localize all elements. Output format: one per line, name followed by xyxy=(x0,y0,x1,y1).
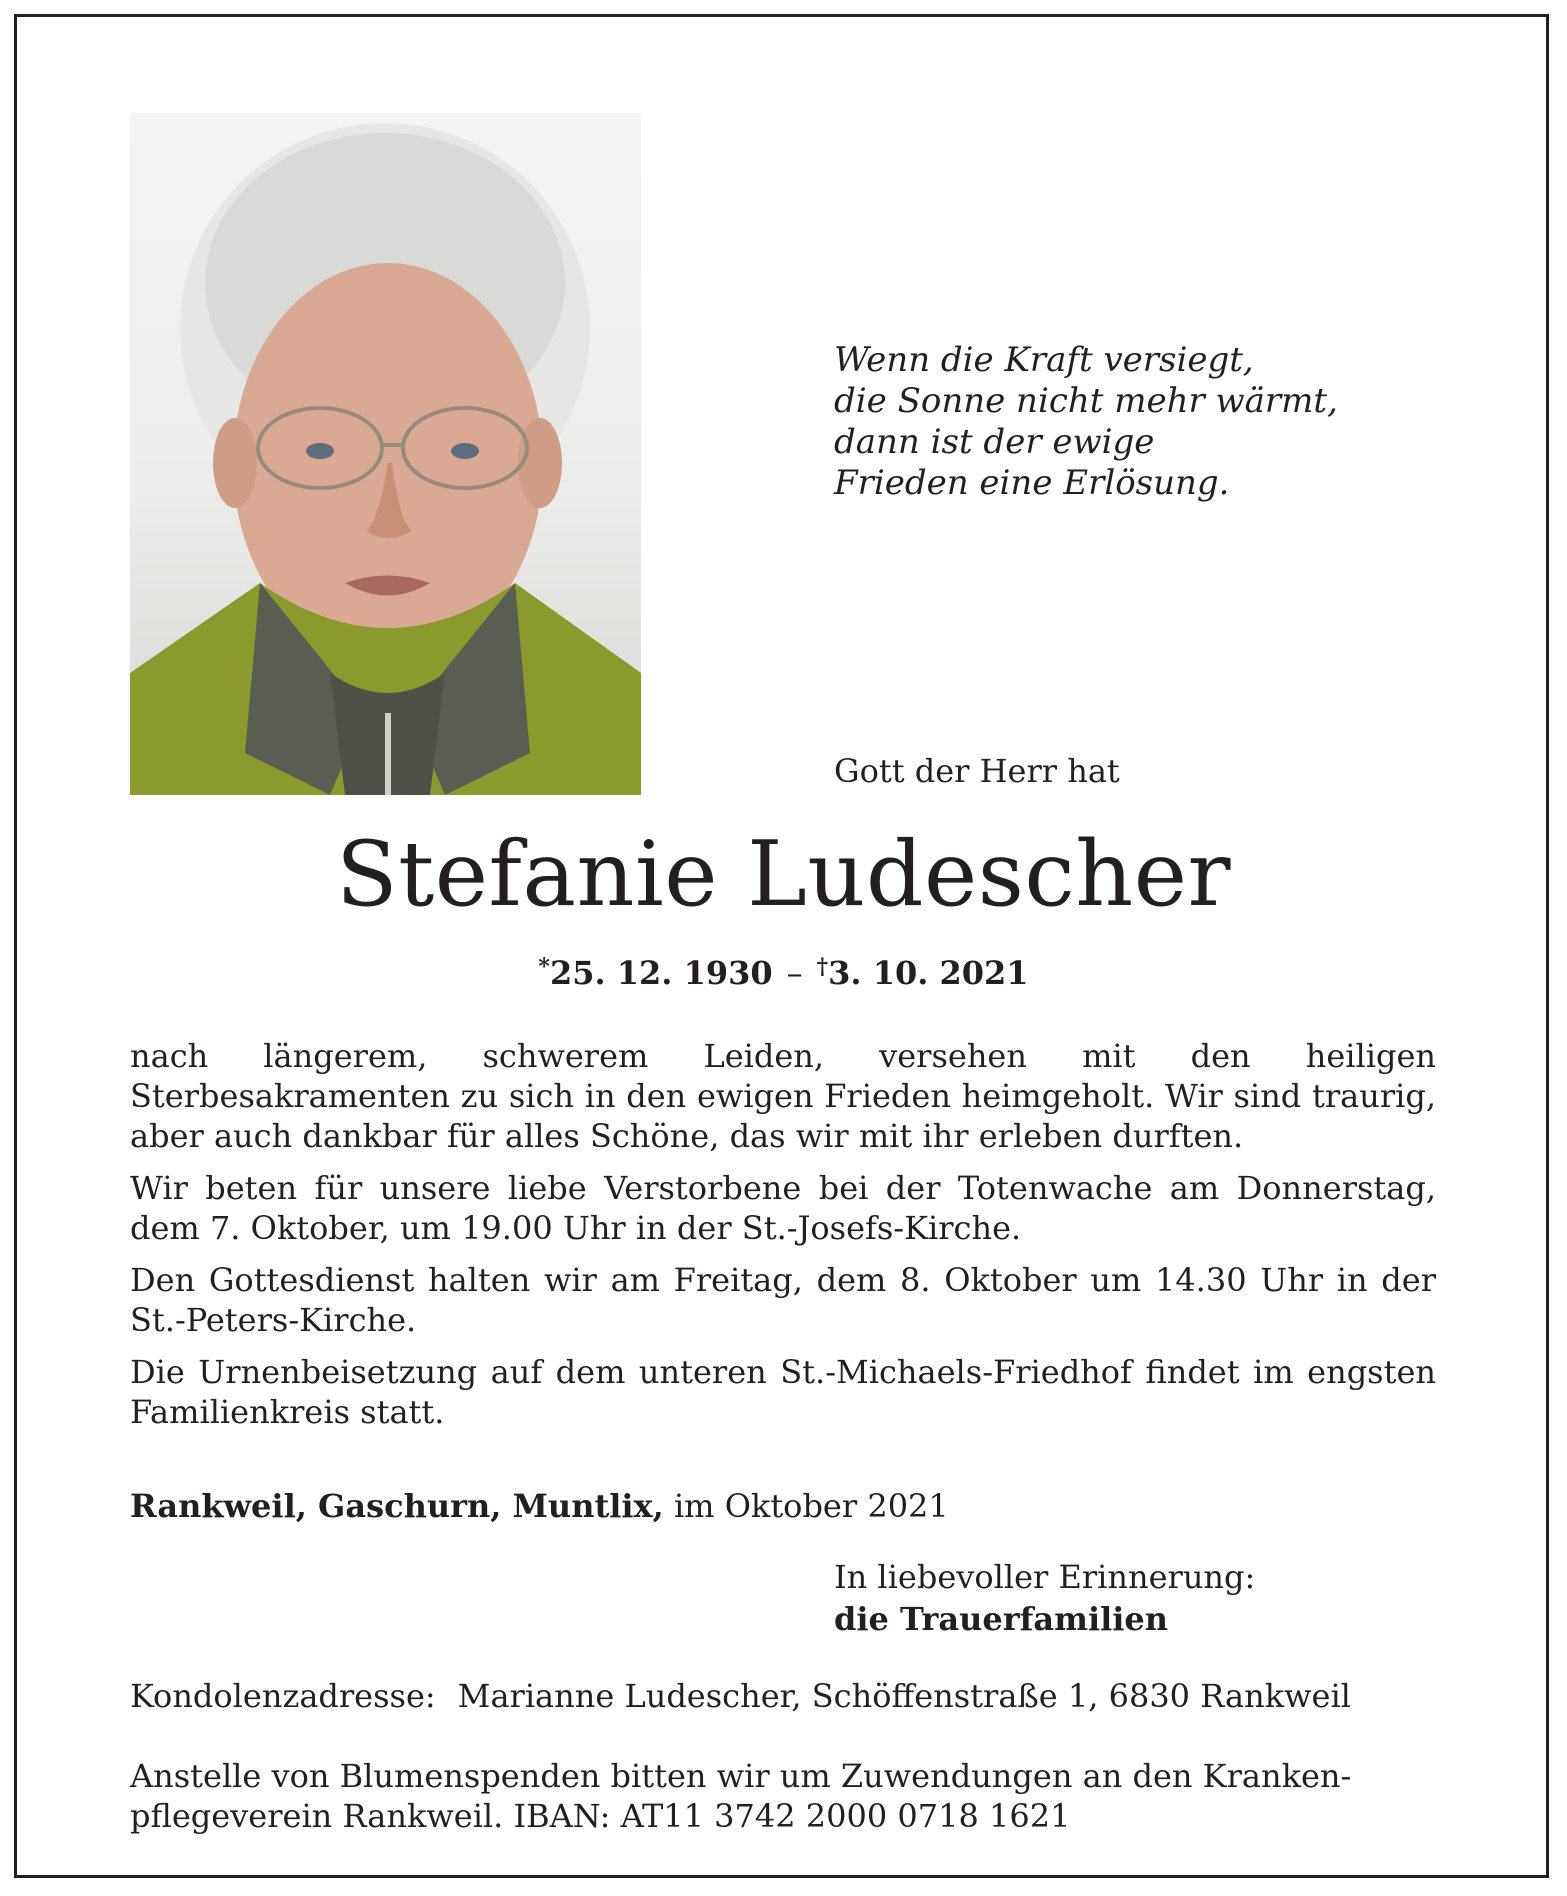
poem-line: Frieden eine Erlösung. xyxy=(834,463,1230,503)
poem xyxy=(834,340,1338,504)
portrait-photo xyxy=(130,113,641,795)
memory-signature xyxy=(834,1556,1255,1640)
death-date: 3. 10. 2021 xyxy=(828,954,1029,992)
place-date: im Oktober 2021 xyxy=(673,1487,949,1525)
life-dates xyxy=(0,954,1567,992)
intro-text: Gott der Herr hat xyxy=(834,752,1120,790)
poem-line: Wenn die Kraft versiegt, xyxy=(834,340,1254,380)
donation-note xyxy=(130,1756,1436,1836)
date-separator: – xyxy=(786,954,803,992)
poem-line: die Sonne nicht mehr wärmt, xyxy=(834,381,1338,421)
body-paragraph: Die Urnenbeisetzung auf dem unteren St.-Michaels-Friedhof findet im engsten Familienkreis statt. xyxy=(130,1353,1436,1431)
donation-line: Anstelle von Blumenspenden bitten wir um Zuwendungen an den Kranken- xyxy=(130,1757,1352,1795)
birth-date: 25. 12. 1930 xyxy=(549,954,773,992)
portrait-illustration xyxy=(130,113,641,795)
body-paragraph: Wir beten für unsere liebe Verstorbene bei der Totenwache am Donnerstag, dem 7. Oktober, um 19.00 Uhr in der St.-Josefs-Kirche. xyxy=(130,1169,1436,1247)
place-and-date xyxy=(130,1487,949,1525)
memory-line: In liebevoller Erinnerung: xyxy=(834,1558,1256,1596)
body-paragraph: Den Gottesdienst halten wir am Freitag, dem 8. Oktober um 14.30 Uhr in der St.-Peters-Kirche. xyxy=(130,1261,1436,1339)
condolence-address xyxy=(130,1677,1351,1715)
memory-family: die Trauerfamilien xyxy=(834,1600,1169,1638)
birth-symbol: * xyxy=(538,954,550,980)
poem-line: dann ist der ewige xyxy=(834,422,1155,462)
body-paragraph: nach längerem, schwerem Leiden, versehen mit den heiligen Sterbesakramenten zu sich in den ewigen Frieden heimgeholt. Wir sind traurig, aber auch dankbar für alles Schöne, das wir mit ihr erleben durften. xyxy=(130,1037,1436,1155)
donation-line: pflegeverein Rankweil. IBAN: AT11 3742 2000 0718 1621 xyxy=(130,1797,1071,1835)
death-symbol: † xyxy=(816,954,829,980)
place-towns: Rankweil, Gaschurn, Muntlix, xyxy=(130,1487,664,1525)
announcement-body xyxy=(130,1036,1436,1444)
condolence-label: Kondolenzadresse: xyxy=(130,1677,436,1715)
deceased-name: Stefanie Ludescher xyxy=(335,822,1232,927)
condolence-value: Marianne Ludescher, Schöffenstraße 1, 6830 Rankweil xyxy=(457,1677,1351,1715)
